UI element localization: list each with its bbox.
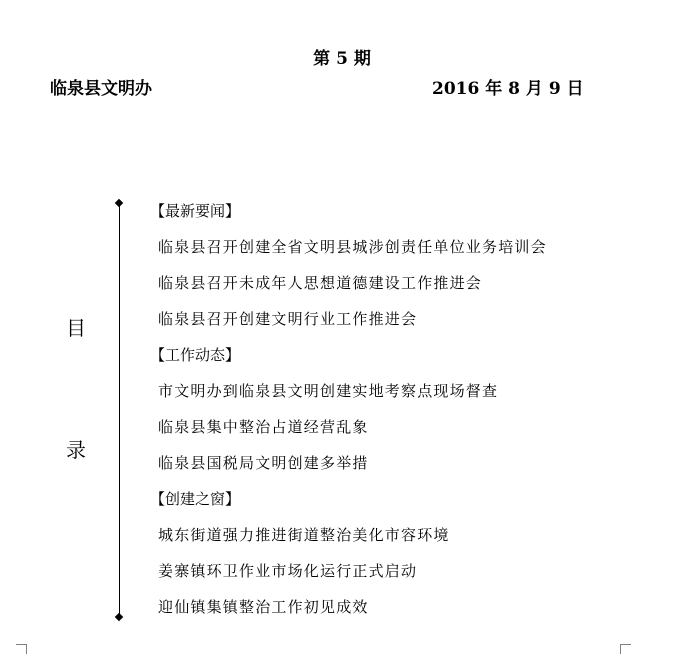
toc-line-top-marker — [115, 199, 123, 207]
toc-item[interactable]: 姜寨镇环卫作业市场化运行正式启动 — [158, 562, 418, 580]
toc-item[interactable]: 临泉县集中整治占道经营乱象 — [158, 418, 369, 436]
organization-name: 临泉县文明办 — [50, 79, 152, 99]
page-corner-mark-left — [16, 644, 27, 654]
toc-item[interactable]: 迎仙镇集镇整治工作初见成效 — [158, 598, 369, 616]
toc-section-title-creation: 【创建之窗】 — [150, 490, 241, 508]
toc-item[interactable]: 临泉县召开未成年人思想道德建设工作推进会 — [158, 274, 483, 292]
toc-label-char-2: 录 — [66, 438, 86, 462]
issue-date: 2016 年 8 月 9 日 — [432, 79, 584, 99]
toc-item[interactable]: 临泉县国税局文明创建多举措 — [158, 454, 369, 472]
toc-vertical-line — [119, 204, 120, 618]
toc-line-bottom-marker — [115, 613, 123, 621]
toc-label-char-1: 目 — [66, 316, 86, 340]
toc-item[interactable]: 临泉县召开创建文明行业工作推进会 — [158, 310, 418, 328]
toc-item[interactable]: 临泉县召开创建全省文明县城涉创责任单位业务培训会 — [158, 238, 547, 256]
toc-item[interactable]: 市文明办到临泉县文明创建实地考察点现场督查 — [158, 382, 499, 400]
toc-section-title-news: 【最新要闻】 — [150, 202, 241, 220]
toc-item[interactable]: 城东街道强力推进街道整治美化市容环境 — [158, 526, 450, 544]
issue-number: 第 5 期 — [313, 49, 371, 69]
toc-section-title-work: 【工作动态】 — [150, 346, 241, 364]
page-corner-mark-right — [620, 644, 631, 654]
